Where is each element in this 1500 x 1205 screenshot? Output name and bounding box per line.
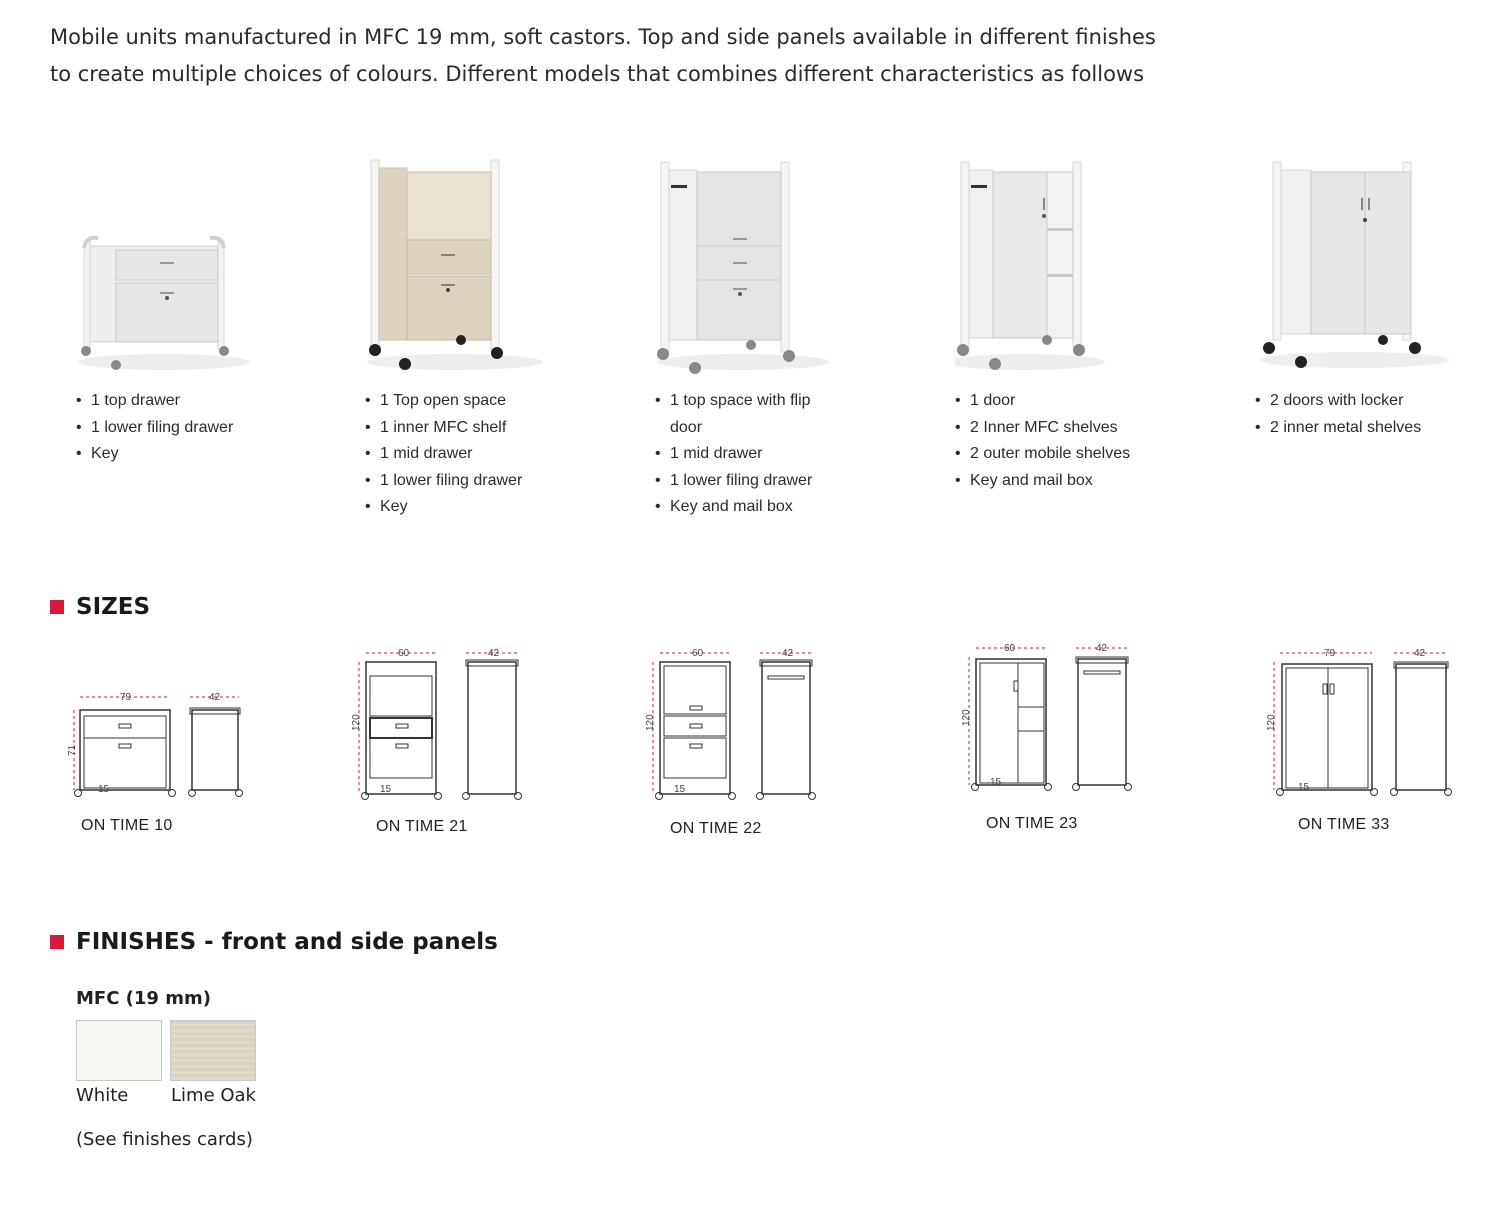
feature-item: • 2 outer mobile shelves [955,441,1135,468]
dimension-drawing [348,640,528,805]
feature-list-1 [76,388,256,468]
dimension-drawing [64,680,254,805]
castor-label: 15 [380,784,392,795]
feature-item: • 1 lower filing drawer [655,468,835,495]
feature-item: • 2 inner metal shelves [1255,415,1425,442]
castor-label: 15 [98,784,110,795]
product-card-3 [655,150,835,521]
intro-line-1: Mobile units manufactured in MFC 19 mm, soft castors. Top and side panels available in different finishes [50,25,1156,49]
feature-item: • 1 inner MFC shelf [365,415,545,442]
product-card-4 [955,150,1135,494]
depth-label: 42 [488,648,500,659]
depth-label: 42 [209,692,221,703]
feature-item: • 1 door [955,388,1135,415]
height-label: 120 [961,709,972,726]
model-name: ON TIME 21 [376,818,468,835]
depth-label: 42 [1414,648,1426,659]
width-label: 60 [692,648,704,659]
swatch-lime-oak [170,1020,256,1081]
feature-item: • 2 Inner MFC shelves [955,415,1135,442]
depth-label: 42 [1096,643,1108,654]
feature-item: • Key and mail box [955,468,1135,495]
product-image-4 [955,150,1135,382]
width-label: 60 [1004,643,1016,654]
feature-list-5 [1255,388,1425,441]
feature-item: • 1 top drawer [76,388,256,415]
model-name: ON TIME 23 [986,815,1078,832]
height-label: 71 [67,744,78,756]
model-name: ON TIME 22 [670,820,762,837]
size-drawing-4 [958,635,1138,832]
section-marker-icon [50,935,64,949]
feature-item: • 2 doors with locker [1255,388,1425,415]
swatch-white [76,1020,162,1081]
size-drawing-2 [348,640,528,835]
intro-text [50,19,1160,93]
castor-label: 15 [990,777,1002,788]
product-card-1 [76,150,256,468]
product-card-2 [365,150,545,521]
depth-label: 42 [782,648,794,659]
feature-list-4 [955,388,1135,494]
finishes-heading [50,929,498,955]
feature-list-3 [655,388,835,521]
product-image-2 [365,150,545,382]
model-name: ON TIME 33 [1298,816,1390,833]
height-label: 120 [1266,714,1277,731]
swatch-label-white: White [76,1085,129,1106]
dimension-drawing [642,640,822,805]
product-card-5 [1255,150,1455,441]
width-label: 79 [120,692,132,703]
finishes-note: (See finishes cards) [76,1129,253,1150]
feature-item: • Key [76,441,256,468]
material-label: MFC (19 mm) [76,988,211,1009]
product-image-3 [655,150,835,382]
feature-item: • Key and mail box [655,494,835,521]
width-label: 60 [398,648,410,659]
feature-item: • 1 lower filing drawer [365,468,545,495]
size-drawing-1 [64,680,254,834]
feature-item: • 1 mid drawer [655,441,835,468]
product-image-1 [76,150,256,382]
feature-item: • Key [365,494,545,521]
feature-list-2 [365,388,545,521]
model-name: ON TIME 10 [81,817,173,834]
intro-line-2: to create multiple choices of colours. Different models that combines different characteristics as follows [50,62,1145,86]
sizes-heading [50,594,150,620]
feature-item: • 1 mid drawer [365,441,545,468]
dimension-drawing [1264,640,1454,805]
product-image-5 [1255,150,1455,382]
section-marker-icon [50,600,64,614]
finishes-title: FINISHES - front and side panels [76,929,498,955]
swatch-label-lime-oak: Lime Oak [171,1085,256,1106]
feature-item: • 1 lower filing drawer [76,415,256,442]
dimension-drawing [958,635,1138,800]
feature-item: • 1 Top open space [365,388,545,415]
feature-item: • 1 top space with flip door [655,388,835,441]
sizes-title: SIZES [76,594,151,620]
width-label: 79 [1324,648,1336,659]
size-drawing-5 [1264,640,1454,833]
height-label: 120 [645,714,656,731]
castor-label: 15 [1298,782,1310,793]
height-label: 120 [351,714,362,731]
size-drawing-3 [642,640,822,837]
castor-label: 15 [674,784,686,795]
